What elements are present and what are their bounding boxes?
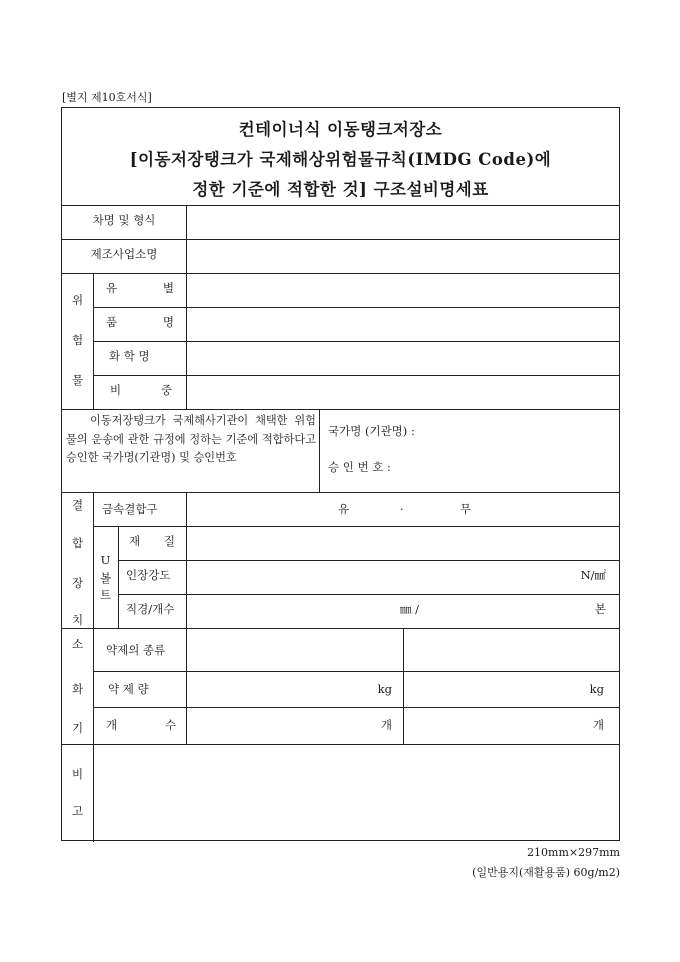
agent-amount-label: 약 제 량 bbox=[108, 682, 149, 696]
coupling-group-label-2: 합 bbox=[71, 536, 84, 550]
extinguisher-count-unit-1: 개 bbox=[380, 718, 392, 732]
form-number: [별지 제10호서식] bbox=[62, 91, 152, 104]
hazard-chemical-field[interactable] bbox=[187, 342, 619, 375]
hazard-chemical-label: 화 학 명 bbox=[109, 349, 150, 363]
coupling-separator: · bbox=[400, 502, 404, 516]
hazard-group-label-2: 험 bbox=[71, 333, 84, 347]
hazard-gravity-field[interactable] bbox=[187, 376, 619, 409]
paper-size: 210mm×297mm bbox=[527, 846, 620, 859]
tensile-label: 인장강도 bbox=[126, 568, 171, 582]
ubolt-label-1: U bbox=[100, 553, 111, 567]
vehicle-label: 차명 및 형식 bbox=[92, 213, 156, 227]
extinguisher-group-label-2: 화 bbox=[71, 682, 84, 696]
maker-label: 제조사업소명 bbox=[90, 247, 158, 261]
form-title-line1: 컨테이너식 이동탱크저장소 bbox=[238, 120, 443, 139]
remarks-field[interactable] bbox=[94, 745, 619, 840]
material-label: 재 질 bbox=[129, 534, 175, 548]
agent-type-label: 약제의 종류 bbox=[106, 643, 166, 657]
hazard-group-label-1: 위 bbox=[71, 293, 84, 307]
paper-type: (일반용지(재활용품) 60g/m2) bbox=[472, 866, 620, 879]
diameter-unit: ㎜ / bbox=[400, 602, 420, 616]
coupling-group-label-1: 결 bbox=[71, 498, 84, 512]
maker-field[interactable] bbox=[187, 240, 619, 273]
agent-amount-unit-1: kg bbox=[377, 682, 392, 696]
coupling-group-label-3: 장 bbox=[71, 576, 84, 590]
coupling-group-label-4: 치 bbox=[71, 613, 84, 627]
form-table bbox=[61, 107, 620, 841]
ubolt-label-3: 트 bbox=[99, 588, 112, 602]
approval-description: 이동저장탱크가 국제해사기관이 채택한 위험물의 운송에 관한 규정에 정하는 기준에 적합하다고 승인한 국가명(기관명) 및 승인번호 bbox=[66, 414, 316, 464]
bolt-count-unit: 본 bbox=[594, 602, 606, 616]
coupling-yes[interactable]: 유 bbox=[338, 502, 350, 516]
diameter-label: 직경/개수 bbox=[126, 602, 175, 616]
hazard-product-label: 품 명 bbox=[106, 315, 174, 329]
hazard-product-field[interactable] bbox=[187, 308, 619, 341]
agent-amount-unit-2: kg bbox=[589, 682, 604, 696]
extinguisher-group-label-1: 소 bbox=[71, 637, 84, 651]
tensile-unit: N/㎟ bbox=[580, 568, 606, 582]
coupling-no[interactable]: 무 bbox=[460, 502, 472, 516]
form-title-line3: 정한 기준에 적합한 것] 구조설비명세표 bbox=[192, 180, 489, 199]
extinguisher-group-label-3: 기 bbox=[71, 721, 84, 735]
remarks-label-1: 비 bbox=[71, 767, 84, 781]
hazard-kind-field[interactable] bbox=[187, 274, 619, 307]
ubolt-label-2: 볼 bbox=[99, 571, 112, 585]
form-title-line2: [이동저장탱크가 국제해상위험물규칙(IMDG Code)에 bbox=[129, 150, 552, 169]
extinguisher-count-label: 개 수 bbox=[106, 718, 176, 732]
agent-type-field-1[interactable] bbox=[187, 629, 403, 671]
hazard-gravity-label: 비 중 bbox=[110, 383, 172, 397]
material-field[interactable] bbox=[187, 527, 619, 560]
approval-number-label: 승 인 번 호 : bbox=[328, 460, 391, 474]
hazard-group-label-3: 물 bbox=[71, 373, 84, 387]
metal-coupling-label: 금속결합구 bbox=[102, 502, 158, 516]
vehicle-field[interactable] bbox=[187, 206, 619, 239]
remarks-label-2: 고 bbox=[71, 804, 84, 818]
hazard-kind-label: 유 별 bbox=[106, 281, 174, 295]
extinguisher-count-unit-2: 개 bbox=[592, 718, 604, 732]
agent-type-field-2[interactable] bbox=[404, 629, 619, 671]
approval-country-label: 국가명 (기관명) : bbox=[328, 424, 415, 438]
